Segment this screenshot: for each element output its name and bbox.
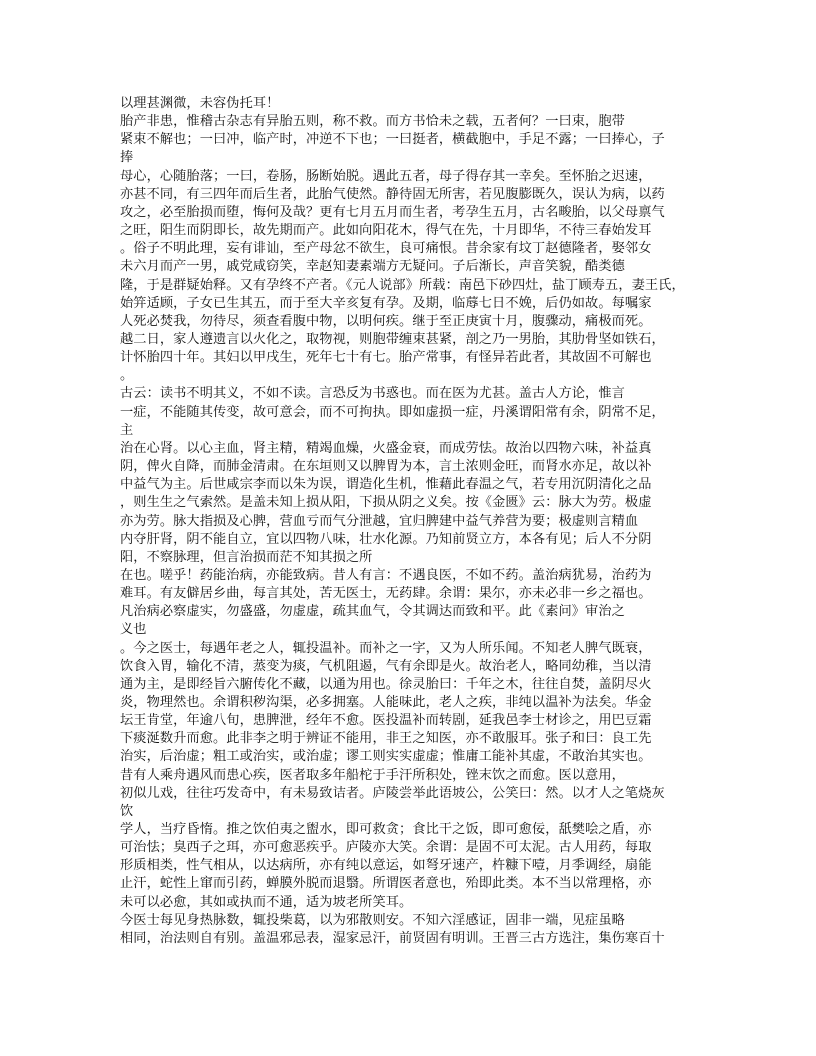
text-line: 治在心肾。以心主血，肾主精，精竭血燥，火盛金衰，而成劳怯。故治以四物六味，补益真 [120, 440, 652, 456]
text-line: 在也。嗟乎！药能治病，亦能致病。昔人有言：不遇良医，不如不药。盖治病犹易，治药为 [120, 567, 652, 583]
text-line: 昔有人乘舟遇风而患心疾，医者取多年船柁于手汗所积处，锉末饮之而愈。医以意用， [120, 767, 625, 783]
text-line: 今医士每见身热脉数，辄投柴葛，以为邪散则安。不知六淫感证，固非一端，见症虽略 [120, 912, 625, 928]
text-line: 。俗子不明此理，妄有诽讪，至产母忿不欲生，良可痛恨。昔余家有坟丁赵德隆者，娶邻女 [120, 241, 652, 257]
text-line: 相同，治法则自有别。盖温邪忌表，湿家忌汗，前贤固有明训。王晋三古方选注，集伤寒百十 [120, 930, 665, 946]
text-line: 古云：读书不明其义，不如不读。言恐反为书惑也。而在医为尤甚。盖古人方论，惟言 [120, 386, 625, 402]
text-line: 未可以必愈，其如或执而不通，适为坡老所笑耳。 [120, 894, 413, 910]
text-line: 以理甚渊微，未容伪托耳！ [120, 96, 280, 111]
text-line: 内夺肝肾，阴不能自立，宜以四物八味，壮水化源。乃知前贤立方，本各有见；后人不分阴 [120, 531, 652, 547]
text-line: 义也 [120, 622, 147, 638]
text-line: 越二日，家人遵遗言以火化之，取物视，则胞带缠束甚紧，剖之乃一男胎，其肋骨坚如铁石， [120, 331, 665, 347]
text-line: 坛王肯堂，年逾八旬，患脾泄，经年不愈。医投温补而转剧，延我邑李士材诊之，用巴豆霜 [120, 713, 652, 729]
text-line: 未六月而产一男，戚党咸窃笑，幸赵知妻素端方无疑问。子后渐长，声音笑貌，酷类德 [120, 259, 625, 275]
text-line: 胎产非患，惟稽古杂志有异胎五则，称不救。而方书恰未之载，五者何？一曰束，胞带 [120, 114, 625, 130]
text-line: 止汗，蛇性上窜而引药，蝉膜外脱而退翳。所谓医者意也，殆即此类。本不当以常理格，亦 [120, 876, 652, 892]
text-line: 初似儿戏，往往巧发奇中，有未易致诘者。庐陵尝举此语坡公，公笑曰：然。以才人之笔烧灰 [120, 785, 665, 801]
text-line: 。今之医士，每遇年老之人，辄投温补。而补之一字，又为人所乐闻。不知老人脾气既衰， [120, 640, 652, 656]
text-line: 下痰涎数升而愈。此非李之明于辨证不能用，非王之知医，亦不敢服耳。张子和曰：良工先 [120, 731, 652, 747]
text-line: 隆，于是群疑始释。又有孕终不产者。《元人说部》所载：南邑下砂四灶，盐丁顾寿五，妻王氏， [120, 277, 685, 293]
text-line: 攻之，必至胎损而堕，悔何及哉？更有七月五月而生者，考孕生五月，古名畯胎，以父母禀气 [120, 204, 665, 220]
text-line: 炎，物理然也。余谓积秽沟渠，必多拥塞。人能味此，老人之疾，非纯以温补为法矣。华金 [120, 694, 652, 710]
text-line: 之旺，阳生而阴即长，故先期而产。此如向阳花木，得气在先，十月即华，不待三春始发耳 [120, 223, 652, 238]
text-line: 学人，当疗昏惰。推之饮伯夷之盥水，即可救贪；食比干之饭，即可愈佞，舐樊哙之盾，亦 [120, 822, 652, 837]
text-line: 亦为劳。脉大指损及心脾，营血亏而气分泄越，宜归脾建中益气养营为要；极虚则言精血 [120, 513, 639, 529]
text-line: 计怀胎四十年。其妇以甲戌生，死年七十有七。胎产常事，有怪异若此者，其故固不可解也 [120, 350, 652, 366]
text-line: 。 [120, 368, 134, 384]
text-line: 紧束不解也；一曰冲，临产时，冲逆不下也；一曰挺者，横截胞中，手足不露；一曰捧心，子 [120, 132, 665, 148]
text-line: 可治怯；臭西子之珥，亦可愈恶疾乎。庐陵亦大笑。余谓：是固不可太泥。古人用药，每取 [120, 840, 652, 856]
text-line: 亦甚不同，有三四年而后生者，此胎气使然。静待固无所害，若见腹膨既久，误认为病，以药 [120, 186, 665, 202]
text-line: 主 [120, 422, 134, 438]
text-line: 母心，心随胎落；一曰，卷肠，肠断始脱。遇此五者，母子得存其一幸矣。至怀胎之迟速， [120, 168, 652, 184]
text-line: 凡治病必察虚实，勿盛盛，勿虚虚，疏其血气，令其调达而致和平。此《素问》审治之 [120, 604, 625, 620]
text-line: 阴，俾火自降，而肺金清肃。在东垣则又以脾胃为本，言土浓则金旺，而肾水亦足，故以补 [120, 459, 652, 474]
text-line: 形质相类，性气相从，以达病所，亦有纯以意运，如弩牙速产，杵糠下噎，月季调经，扇能 [120, 858, 652, 874]
text-line: 治实，后治虚；粗工或治实，或治虚；谬工则实实虚虚；惟庸工能补其虚，不敢治其实也。 [120, 749, 652, 765]
text-line: 难耳。有友僻居乡曲，每言其处，苦无医士，无药肆。余谓：果尔，亦未必非一乡之福也。 [120, 586, 652, 601]
text-line: 一症，不能随其传变，故可意会，而不可拘执。即如虚损一症，丹溪谓阳常有余，阴常不足， [120, 404, 665, 420]
text-line: 捧 [120, 150, 134, 166]
text-line: 中益气为主。后世咸宗李而以朱为误，谓造化生机，惟藉此春温之气，若专用沉阴清化之品 [120, 477, 652, 493]
text-line: 阳，不察脉理，但言治损而茫不知其损之所 [120, 549, 373, 565]
text-line: 饮食入胃，输化不清，蒸变为痰，气机阻遏，气有余即是火。故治老人，略同幼稚，当以清 [120, 658, 652, 674]
text-line: 人死必焚我，勿待尽，须查看腹中物，以明何疾。继于至正庚寅十月，腹骤动，痛极而死。 [120, 313, 652, 329]
text-line: 饮 [120, 803, 134, 819]
text-line: 始笄适顾，子女已生其五，而于至大辛亥复有孕。及期，临蓐七日不娩，后仍如故。每嘱家 [120, 295, 652, 311]
text-line: ，则生生之气索然。是盖未知上损从阳，下损从阴之义矣。按《金匮》云：脉大为劳。极虚 [120, 495, 652, 511]
text-line: 通为主，是即经旨六腑传化不藏，以通为用也。徐灵胎曰：千年之木，往往自焚，盖阴尽火 [120, 676, 652, 692]
